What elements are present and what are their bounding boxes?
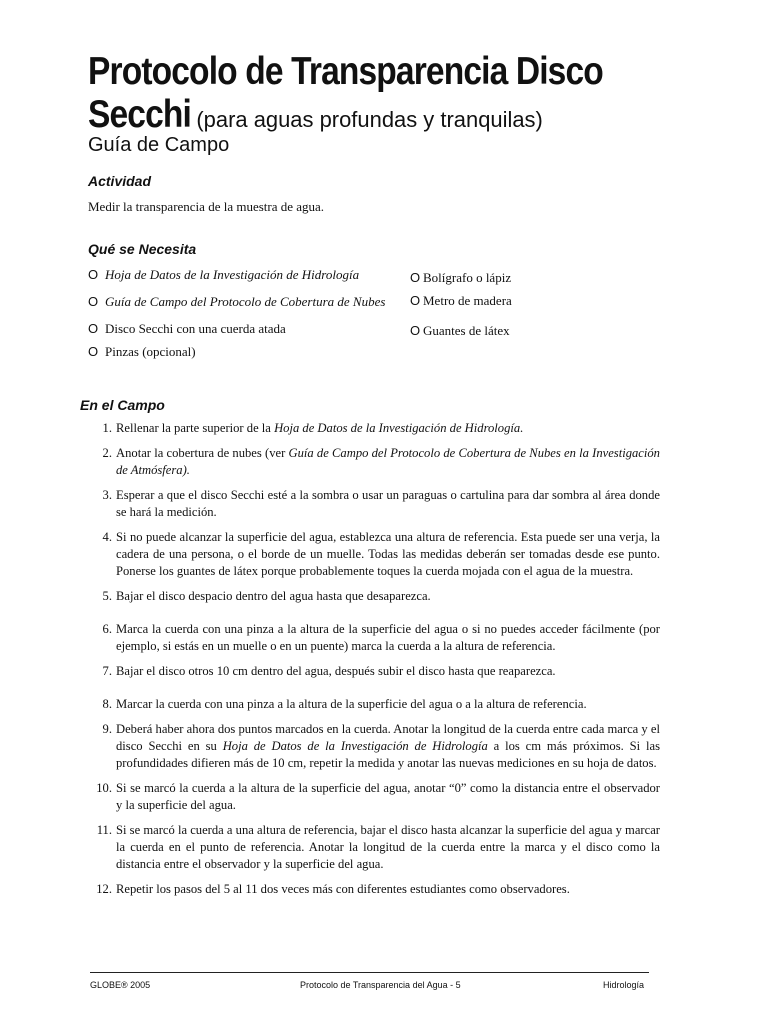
- field-heading: En el Campo: [80, 397, 165, 413]
- title-secchi: Secchi: [88, 93, 191, 136]
- guide-subtitle: Guía de Campo: [88, 134, 230, 156]
- step-2: 2. Anotar la cobertura de nubes (ver Guía de Campo del Protocolo de Cobertura de Nubes en la Investigación de Atmósfera).: [102, 446, 660, 477]
- needs-item-secchi-disk: O Disco Secchi con una cuerda atada: [88, 321, 286, 336]
- footer-center: Protocolo de Transparencia del Agua - 5: [300, 980, 461, 990]
- steps-list: [94, 420, 660, 906]
- bullet-icon: O: [410, 323, 421, 338]
- page-title: [88, 50, 638, 141]
- activity-text: Medir la transparencia de la muestra de agua.: [88, 199, 325, 214]
- bullet-icon: O: [88, 294, 99, 309]
- step-9: 9. Deberá haber ahora dos puntos marcados en la cuerda. Anotar la longitud de la cuerda entre cada marca y el disco Secchi en su Hoja de Datos de la Investigación de Hidrología a los cm más próximos. Si las profundidades difieren más de 10 cm, repetir la medida y anotar las nuevas mediciones en su hoja de datos.: [102, 722, 660, 770]
- needs-item-meter-stick: O Metro de madera: [410, 293, 512, 308]
- step-7: 7. Bajar el disco otros 10 cm dentro del agua, después subir el disco hasta que reaparezca.: [102, 664, 556, 678]
- step-11: 11. Si se marcó la cuerda a una altura de referencia, bajar el disco hasta alcanzar la superficie del agua y marcar la cuerda en el punto de referencia. Anotar la longitud de la cuerda entre la marca y el disco como la distancia entre el observador y la superficie del agua.: [96, 823, 660, 871]
- step-10: 10. Si se marcó la cuerda a la altura de la superficie del agua, anotar “0” como la distancia entre el observador y la superficie del agua.: [96, 781, 660, 812]
- step-6: 6. Marca la cuerda con una pinza a la altura de la superficie del agua o si no puedes acceder fácilmente (por ejemplo, si estás en un muelle o en un puente) marca la cuerda a la altura de referencia.: [102, 622, 660, 653]
- title-subtitle: (para aguas profundas y tranquilas): [196, 107, 543, 132]
- needs-item-gloves: O Guantes de látex: [410, 323, 510, 338]
- step-5: 5. Bajar el disco despacio dentro del agua hasta que desaparezca.: [102, 589, 431, 603]
- needs-item-clips: O Pinzas (opcional): [88, 344, 196, 359]
- bullet-icon: O: [88, 344, 99, 359]
- step-12: 12. Repetir los pasos del 5 al 11 dos veces más con diferentes estudiantes como observadores.: [96, 882, 570, 896]
- footer-left: GLOBE® 2005: [90, 980, 151, 990]
- bullet-icon: O: [88, 267, 99, 282]
- title-line-1: Protocolo de Transparencia Disco: [88, 50, 603, 93]
- step-8: 8. Marcar la cuerda con una pinza a la altura de la superficie del agua o a la altura de referencia.: [102, 697, 587, 711]
- step-1: 1. Rellenar la parte superior de la Hoja de Datos de la Investigación de Hidrología.: [102, 421, 524, 435]
- footer-right: Hidrología: [603, 980, 645, 990]
- needs-item-pen: O Bolígrafo o lápiz: [410, 270, 512, 285]
- bullet-icon: O: [410, 270, 421, 285]
- step-3: 3. Esperar a que el disco Secchi esté a la sombra o usar un paraguas o cartulina para dar sombra al área donde se hará la medición.: [102, 488, 660, 519]
- needs-heading: Qué se Necesita: [88, 241, 197, 257]
- bullet-icon: O: [410, 293, 421, 308]
- step-4: 4. Si no puede alcanzar la superficie del agua, establezca una altura de referencia. Esta puede ser una verja, la cadera de una persona, o el borde de un muelle. Todas las medidas deberán ser tomadas desde ese punto. Ponerse los guantes de látex porque probablemente toques la cuerda mojada con el agua de la muestra.: [102, 530, 660, 578]
- needs-item-cloud-guide: O Guía de Campo del Protocolo de Cobertura de Nubes: [88, 294, 386, 309]
- bullet-icon: O: [88, 321, 99, 336]
- activity-heading: Actividad: [88, 173, 152, 189]
- footer-divider: [90, 972, 649, 973]
- needs-item-datasheet: O Hoja de Datos de la Investigación de Hidrología: [88, 267, 360, 282]
